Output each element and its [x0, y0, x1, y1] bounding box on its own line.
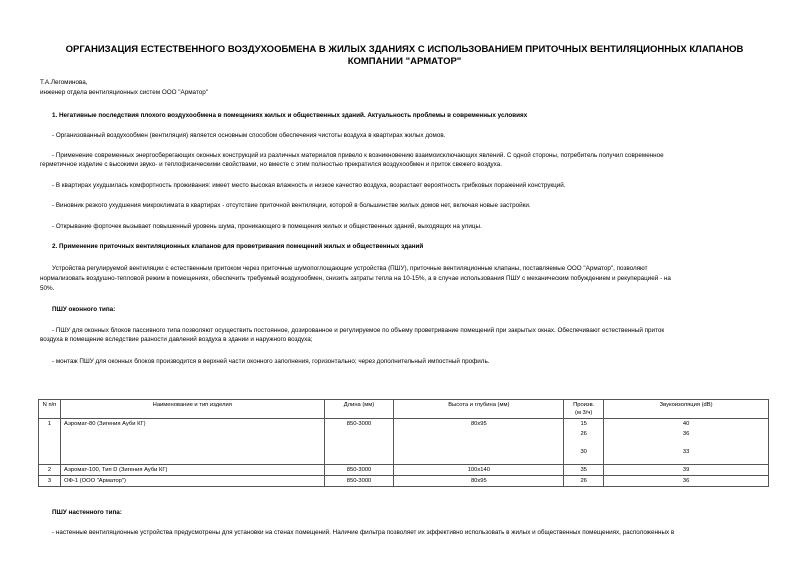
table-header-row [39, 400, 769, 419]
page-title: ОРГАНИЗАЦИЯ ЕСТЕСТВЕННОГО ВОЗДУХООБМЕНА В ЖИЛЫХ ЗДАНИЯХ С ИСПОЛЬЗОВАНИЕМ ПРИТОЧНЫХ ВЕНТИЛЯЦИОННЫХ КЛАПАНОВ КОМПАНИИ "АРМАТОР" [65, 44, 744, 67]
section2-heading: 2. Применение приточных вентиляционных клапанов для проветривания помещений жилых и общественных зданий [52, 243, 424, 250]
section1-paragraph: герметичное изделие с высокими звуко- и теплофизическими свойствами, но вместе с этим полностью прекратился воздухообмен и приток свежего воздуха. [40, 161, 503, 168]
table-row [39, 419, 769, 465]
column-header: Длина (мм) [324, 400, 394, 419]
column-header: N п/п [39, 400, 61, 419]
cell-sound [604, 419, 769, 465]
cell-name: Аэромат-100, Тип D (Зигения Ауби КГ) [60, 465, 324, 476]
window-type-paragraph: воздуха в помещение вследствие разности давлений воздуха в здании и наружного воздуха; [40, 336, 313, 343]
subheading-wall-type: ПШУ настенного типа: [52, 509, 122, 516]
cell-height-depth: 80х95 [394, 419, 564, 465]
cell-name: Аэромат-80 (Зигения Ауби КГ) [60, 419, 324, 465]
table-row [39, 476, 769, 487]
cell-sound: 39 [604, 465, 769, 476]
flow-value: 15 [580, 421, 587, 427]
column-header-line: Произв. [573, 402, 595, 408]
wall-type-paragraph: - настенные вентиляционные устройства предусмотрены для установки на стенах помещений. Наличие фильтра позволяет их эффективно использовать в жилых и общественных помещениях, расположенных в [52, 529, 675, 536]
cell-name: ОФ-1 (ООО "Арматор") [60, 476, 324, 487]
cell-number: 1 [39, 419, 61, 465]
window-type-paragraph: - монтаж ПШУ для оконных блоков производится в верхней части оконного заполнения, горизонтально; через дополнительный импостный профиль. [52, 358, 490, 365]
column-header [564, 400, 604, 419]
cell-number: 3 [39, 476, 61, 487]
cell-sound: 36 [604, 476, 769, 487]
cell-flow [564, 419, 604, 465]
sound-value: 40 [682, 421, 690, 427]
section1-paragraph: - Виновник резкого ухудшения микроклимата в квартирах - отсутствие приточной вентиляции, которой в большинстве жилых домов нет, включая новые застройки. [52, 202, 531, 209]
section1-paragraph: - Применение современных энергосберегающих оконных конструкций из различных материалов привело к возникновению взаимоисключающих явлений. С одной стороны, потребитель получил современное [52, 152, 664, 159]
author-name: Т.А.Легоминова, [40, 79, 88, 86]
table-row [39, 465, 769, 476]
cell-length: 850-3000 [324, 419, 394, 465]
cell-height-depth: 80х95 [394, 476, 564, 487]
section1-paragraph: - В квартирах ухудшилась комфортность проживания: имеет место высокая влажность и низкое качество воздуха, возрастает вероятность грибковых поражений конструкций. [52, 182, 566, 189]
sound-value: 33 [682, 449, 690, 455]
section1-paragraph: - Открывание форточек вызывает повышенный уровень шума, проникающего в помещения жилых и общественных зданий, выходящих на улицы. [52, 223, 482, 230]
column-header: Звукоизоляция (dB) [604, 400, 769, 419]
sound-value: 36 [682, 431, 690, 437]
cell-height-depth: 100х140 [394, 465, 564, 476]
cell-length: 850-3000 [324, 476, 394, 487]
author-position: инженер отдела вентиляционных систем ООО "Арматор" [40, 89, 208, 96]
flow-value: 30 [580, 449, 587, 455]
products-table [38, 399, 769, 487]
column-header: Высота и глубина (мм) [394, 400, 564, 419]
cell-flow: 26 [564, 476, 604, 487]
section2-paragraph: Устройства регулируемой вентиляции с естественным притоком через приточные шумопоглощающие устройства (ПШУ), приточные вентиляционные клапаны, поставляемые ООО "Арматор", позволяют [52, 265, 648, 272]
section1-paragraph: - Организованный воздухообмен (вентиляция) является основным способом обеспечения чистоты воздуха в квартирах жилых домов. [52, 132, 446, 139]
section2-paragraph: 50%. [40, 285, 55, 292]
section2-paragraph: нормализовать воздушно-тепловой режим в помещениях, обеспечить требуемый воздухообмен, снизить затраты тепла на 10-15%, а в случае использования ПШУ с механическим побуждением и рекуперацией - на [40, 275, 671, 282]
cell-length: 850-3000 [324, 465, 394, 476]
column-header: Наименование и тип изделия [60, 400, 324, 419]
window-type-paragraph: - ПШУ для оконных блоков пассивного типа позволяют осуществить постоянное, дозированное и регулируемое по объему проветривание помещений при закрытых окнах. Обеспечивают естественный приток [52, 327, 665, 334]
cell-flow: 35 [564, 465, 604, 476]
flow-value: 26 [580, 431, 587, 437]
section1-heading: 1. Негативные последствия плохого воздухообмена в помещениях жилых и общественных зданий. Актуальность проблемы в современных условиях [52, 112, 528, 119]
cell-number: 2 [39, 465, 61, 476]
column-header-line: (м 3/ч) [575, 410, 593, 416]
subheading-window-type: ПШУ оконного типа: [52, 306, 116, 313]
